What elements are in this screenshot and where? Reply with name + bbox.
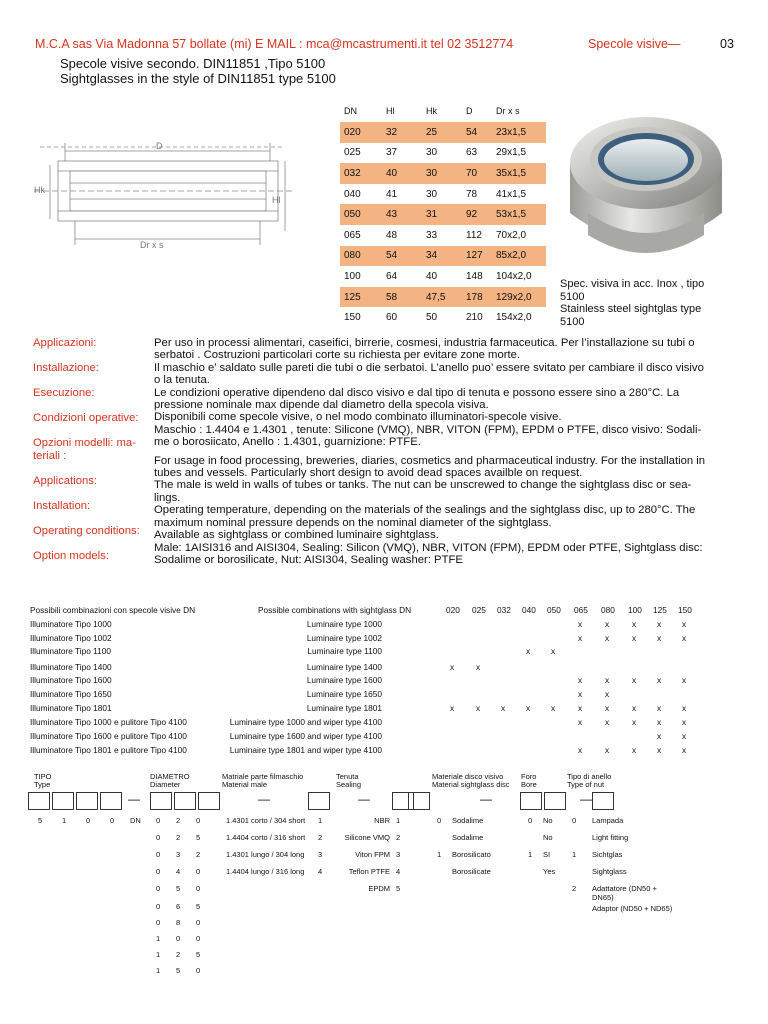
material-code: 4 [318, 867, 323, 876]
combo-mark: x [657, 745, 662, 755]
combo-row-it: Illuminatore Tipo 1000 e pulitore Tipo 4100 [30, 717, 187, 727]
diameter-code-digit: 2 [176, 833, 181, 842]
combo-dn-header: 040 [522, 605, 536, 615]
page-number: 03 [720, 37, 734, 51]
combo-row-en: Luminaire type 1600 and wiper type 4100 [229, 731, 382, 741]
code-box-nut [544, 792, 566, 810]
combo-mark: x [682, 633, 687, 643]
desc-line: Il maschio e’ saldato sulle pareti die tubi o die serbatoi. L’anello puo’ essere svitato per cambiare il disco visivo [154, 361, 704, 374]
sealing-option: Viton FPM [355, 850, 390, 859]
header-anello: Tipo di anello [567, 772, 612, 781]
code-dash: — [258, 792, 270, 806]
combo-mark: x [682, 675, 687, 685]
dim-cell: 33 [426, 229, 438, 241]
diameter-code-digit: 0 [156, 902, 161, 911]
dimension-table [340, 100, 546, 328]
code-box-bore [520, 792, 542, 810]
desc-line: Available as sightglass or combined luminaire sightglass. [154, 529, 439, 542]
combo-mark: x [501, 703, 506, 713]
combo-mark: x [657, 675, 662, 685]
nut-option: Lampada [592, 816, 624, 825]
nut-option: DN65) [592, 893, 614, 902]
bore-code: 0 [528, 816, 533, 825]
combo-mark: x [632, 703, 637, 713]
combo-mark: x [578, 703, 583, 713]
dim-cell: 30 [426, 188, 438, 200]
combo-row-en: Luminaire type 1000 and wiper type 4100 [229, 717, 382, 727]
diameter-code-digit: 5 [196, 950, 201, 959]
dim-cell: 60 [386, 312, 398, 324]
title-english: Sightglasses in the style of DIN11851 type 5100 [60, 71, 336, 86]
nut-option: Sichtglas [592, 850, 623, 859]
tipo-digit: 5 [38, 816, 43, 825]
code-box-diam [174, 792, 196, 810]
header-type: Type [34, 780, 51, 789]
desc-line: lings. [154, 491, 181, 504]
dim-cell: 63 [466, 147, 478, 159]
label-applications: Applications: [33, 475, 98, 487]
combo-row-it: Illuminatore Tipo 1000 [30, 619, 112, 629]
code-box-tipo [28, 792, 50, 810]
dim-cell: 020 [340, 122, 382, 143]
label-condizioni: Condizioni operative: [33, 412, 139, 424]
combo-dn-header: 032 [497, 605, 511, 615]
combo-mark: x [605, 675, 610, 685]
dim-cell: 025 [344, 147, 361, 159]
diameter-code-digit: 5 [176, 884, 181, 893]
disc-code: 0 [437, 816, 442, 825]
combo-dn-header: 065 [574, 605, 588, 615]
sealing-code: 5 [396, 884, 401, 893]
combo-row-it: Illuminatore Tipo 1650 [30, 689, 112, 699]
nut-option: Light fitting [592, 833, 629, 842]
sealing-option: EPDM [368, 884, 390, 893]
combo-dn-header: 150 [678, 605, 692, 615]
combo-mark: x [526, 646, 531, 656]
sealing-code: 3 [396, 850, 401, 859]
dim-cell: 31 [422, 204, 462, 225]
dim-cell: 40 [382, 163, 422, 184]
combo-mark: x [476, 662, 481, 672]
dim-cell: 70 [462, 163, 492, 184]
dim-cell: 065 [344, 229, 361, 241]
header-disc: Materiale disco visivo [432, 772, 504, 781]
diameter-code-digit: 0 [196, 884, 201, 893]
code-box-diam [198, 792, 220, 810]
diameter-code-digit: 0 [156, 918, 161, 927]
code-box-tipo [52, 792, 74, 810]
dim-cell: 032 [340, 163, 382, 184]
dim-row [340, 266, 546, 287]
caption-line: 5100 [560, 315, 585, 328]
code-dash: — [580, 792, 592, 806]
combo-row-it: Illuminatore Tipo 1801 [30, 703, 112, 713]
material-code: 2 [318, 833, 323, 842]
combo-mark: x [551, 646, 556, 656]
diameter-code-digit: 0 [156, 816, 161, 825]
disc-option: Sodalime [452, 833, 484, 842]
combo-row-en: Luminaire type 1600 [306, 675, 382, 685]
dim-cell: 41 [386, 188, 398, 200]
combo-head-it: Possibili combinazioni con specole visive DN [30, 605, 196, 615]
code-box-seal [392, 792, 414, 810]
combo-mark: x [632, 633, 637, 643]
combo-dn-header: 050 [547, 605, 561, 615]
combo-mark: x [605, 689, 610, 699]
diameter-code-digit: 5 [196, 902, 201, 911]
combo-mark: x [578, 689, 583, 699]
dim-cell: 54 [382, 246, 422, 267]
disc-code: 1 [437, 850, 442, 859]
combo-dn-header: 025 [472, 605, 486, 615]
dim-cell: 125 [340, 287, 382, 308]
dim-cell: 58 [382, 287, 422, 308]
label-applicazioni: Applicazioni: [33, 337, 97, 349]
dim-cell: 112 [466, 229, 482, 241]
dim-header-row [340, 100, 546, 122]
combo-row-en: Luminaire type 1801 and wiper type 4100 [229, 745, 382, 755]
dim-cell: 30 [426, 147, 438, 159]
combo-mark: x [605, 633, 610, 643]
diameter-code-digit: 0 [156, 833, 161, 842]
combo-mark: x [450, 703, 455, 713]
combo-mark: x [578, 745, 583, 755]
nut-option: Adaptor (ND50 + ND65) [592, 904, 673, 913]
label-dr: Dr x s [140, 240, 164, 250]
code-box-diam [150, 792, 172, 810]
combo-row-it: Illuminatore Tipo 1801 e pulitore Tipo 4100 [30, 745, 187, 755]
dim-cell: 47,5 [422, 287, 462, 308]
tipo-digit: 0 [86, 816, 91, 825]
nut-code: 1 [572, 850, 577, 859]
label-hl: Hl [272, 195, 281, 205]
disc-option: Borosilicate [452, 867, 491, 876]
dim-row [340, 122, 546, 143]
desc-line: Operating temperature, depending on the materials of the sealings and the sightglass disc, up to 280°C. The [154, 504, 696, 517]
dim-cell: 040 [344, 188, 361, 200]
desc-line: The male is weld in walls of tubes or tanks. The nut can be unscrewed to change the sightglass disc or sea- [154, 479, 692, 492]
company-info: M.C.A sas Via Madonna 57 bollate (mi) E MAIL : mca@mcastrumenti.it tel 02 3512774 [35, 37, 514, 51]
dim-cell: 050 [340, 204, 382, 225]
combo-mark: x [632, 717, 637, 727]
sealing-option: Teflon PTFE [348, 867, 390, 876]
dim-row [340, 225, 546, 246]
diameter-code-digit: 0 [196, 816, 201, 825]
dim-cell: 129x2,0 [492, 287, 546, 308]
combo-mark: x [682, 703, 687, 713]
label-hk: Hk [34, 185, 45, 195]
desc-line: Per uso in processi alimentari, caseifici, birrerie, cosmesi, industria farmaceutica. Per l’installazione su tubi o [154, 337, 695, 349]
diameter-code-digit: 2 [196, 850, 201, 859]
header-tipo: TIPO [34, 772, 52, 781]
header-nut: Type of nut [567, 780, 605, 789]
diameter-code-digit: 2 [176, 816, 181, 825]
combo-mark: x [682, 745, 687, 755]
label-d: D [156, 141, 163, 151]
diameter-code-digit: 1 [156, 934, 161, 943]
diameter-code-digit: 0 [156, 884, 161, 893]
code-box-tipo [76, 792, 98, 810]
desc-line: Le condizioni operative dipendeno dal disco visivo e dal tipo di tenuta e possono essere sino a 280°C. La [154, 386, 680, 399]
label-opzioni-2: teriali : [33, 450, 67, 462]
dim-cell: 29x1,5 [496, 147, 527, 159]
disc-option: Sodalime [452, 816, 484, 825]
dim-row [340, 204, 546, 225]
dim-cell: 154x2,0 [496, 312, 532, 324]
combo-mark: x [578, 633, 583, 643]
dim-header-cell: Dr x s [496, 106, 520, 116]
sealing-code: 1 [396, 816, 401, 825]
dim-cell: 78 [466, 188, 478, 200]
dim-row [340, 307, 546, 328]
material-option: 1.4301 lungo / 304 long [226, 850, 305, 859]
diameter-code-digit: 0 [196, 867, 201, 876]
diameter-code-digit: 1 [156, 950, 161, 959]
label-opzioni-1: Opzioni modelli: ma- [33, 437, 136, 449]
dim-header-cell: Hk [426, 106, 437, 116]
dim-header-cell: D [466, 106, 473, 116]
code-box-nut2 [592, 792, 614, 810]
header-diameter: Diameter [150, 780, 181, 789]
combo-dn-header: 080 [601, 605, 615, 615]
section-label: Specole visive— [588, 37, 681, 51]
combo-mark: x [657, 717, 662, 727]
nut-code: 2 [572, 884, 577, 893]
code-box-disc [408, 792, 430, 810]
caption-line: Stainless steel sightglas type [560, 303, 702, 316]
desc-line: maximum nominal pressure depends on the nominal diameter of the sightglass. [154, 516, 552, 529]
title-italian: Specole visive secondo. DIN11851 ,Tipo 5100 [60, 56, 326, 71]
diameter-code-digit: 0 [196, 966, 201, 975]
combo-mark: x [578, 619, 583, 629]
combo-mark: x [476, 703, 481, 713]
combo-mark: x [551, 703, 556, 713]
dim-row [340, 163, 546, 184]
label-installation: Installation: [33, 500, 91, 512]
dim-cell: 32 [382, 122, 422, 143]
bore-option: No [543, 816, 553, 825]
combo-mark: x [682, 619, 687, 629]
code-dash: — [358, 792, 370, 806]
desc-line: pressione nominale max dipende dal diametro della specola visiva. [154, 399, 489, 412]
dim-cell: 178 [462, 287, 492, 308]
diameter-code-digit: 0 [196, 934, 201, 943]
desc-line: Sodalime or borosilicate, Nut: AISI304, Sealing washer: PTFE [154, 553, 463, 566]
code-box-mat [308, 792, 330, 810]
dn-label: DN [130, 816, 141, 825]
dim-cell: 100 [344, 270, 361, 282]
combo-mark: x [657, 633, 662, 643]
description-block [154, 337, 714, 566]
desc-line: tubes and vessels. Particularly short design to avoid dead spaces availble on request. [154, 467, 583, 480]
dim-cell: 64 [386, 270, 398, 282]
dim-row [340, 287, 546, 308]
sightglass-photo [548, 103, 744, 273]
combo-mark: x [605, 703, 610, 713]
dim-cell: 40 [426, 270, 438, 282]
bore-option: Yes [543, 867, 556, 876]
combo-mark: x [526, 703, 531, 713]
desc-line: serbatoi . Costruzioni particolari corte su richiesta per evitare zone morte. [154, 349, 521, 362]
desc-line: Male: 1AISI316 and AISI304, Sealing: Silicon (VMQ), NBR, VITON (FPM), EPDM oder PTFE, Sightglass disc: [154, 541, 703, 554]
combo-row-en: Luminaire type 1000 [306, 619, 382, 629]
dim-row [340, 143, 546, 164]
combo-row-it: Illuminatore Tipo 1100 [30, 646, 112, 656]
sealing-option: Silicone VMQ [344, 833, 390, 842]
label-operating: Operating conditions: [33, 525, 140, 537]
dim-cell: 85x2,0 [492, 246, 546, 267]
combo-mark: x [657, 703, 662, 713]
combo-row-en: Luminaire type 1801 [306, 703, 382, 713]
combo-row-en: Luminaire type 1100 [307, 646, 382, 656]
dim-cell: 104x2,0 [496, 270, 532, 282]
code-dash: — [128, 792, 140, 806]
combo-row-it: Illuminatore Tipo 1002 [30, 633, 112, 643]
diameter-code-digit: 0 [176, 934, 181, 943]
caption-line: Spec. visiva in acc. Inox , tipo [560, 278, 705, 290]
diameter-code-digit: 0 [156, 850, 161, 859]
dim-cell: 23x1,5 [492, 122, 546, 143]
material-code: 3 [318, 850, 323, 859]
technical-drawing [30, 135, 295, 265]
combo-mark: x [632, 745, 637, 755]
desc-line: Disponibili come specole visive, o nel modo combinato illuminatori-specole visive. [154, 411, 562, 424]
material-code: 1 [318, 816, 323, 825]
diameter-code-digit: 4 [176, 867, 181, 876]
label-options: Option models: [33, 550, 109, 562]
dim-cell: 150 [344, 312, 361, 324]
tipo-digit: 1 [62, 816, 67, 825]
combo-mark: x [682, 731, 687, 741]
desc-line: o la tenuta. [154, 374, 210, 387]
label-esecuzione: Esecuzione: [33, 387, 95, 399]
material-option: 1.4404 lungo / 316 long [226, 867, 305, 876]
header-foro: Foro [521, 772, 537, 781]
desc-line: For usage in food processing, breweries, diaries, cosmetics and pharmaceutical industry. For the installation in [154, 454, 706, 467]
disc-option: Borosilicato [452, 850, 491, 859]
diameter-code-digit: 5 [196, 833, 201, 842]
nut-code: 0 [572, 816, 577, 825]
dim-header-cell: Hl [386, 106, 395, 116]
tipo-digit: 0 [110, 816, 115, 825]
dim-row [340, 184, 546, 205]
header-diametro: DIAMETRO [150, 772, 190, 781]
caption-line: 5100 [560, 290, 585, 303]
combo-dn-header: 125 [653, 605, 667, 615]
combo-row-it: Illuminatore Tipo 1600 e pulitore Tipo 4100 [30, 731, 187, 741]
combo-mark: x [632, 675, 637, 685]
combo-mark: x [605, 619, 610, 629]
combo-dn-header: 100 [628, 605, 642, 615]
diameter-code-digit: 1 [156, 966, 161, 975]
dim-cell: 210 [466, 312, 483, 324]
combo-mark: x [605, 717, 610, 727]
combo-mark: x [450, 662, 455, 672]
combo-mark: x [682, 717, 687, 727]
dim-cell: 25 [422, 122, 462, 143]
combo-mark: x [578, 675, 583, 685]
dim-cell: 080 [340, 246, 382, 267]
diameter-code-digit: 2 [176, 950, 181, 959]
bore-code: 1 [528, 850, 533, 859]
combo-row-en: Luminaire type 1400 [306, 662, 382, 672]
combo-mark: x [578, 717, 583, 727]
dim-cell: 43 [382, 204, 422, 225]
dim-cell: 127 [462, 246, 492, 267]
photo-caption [560, 278, 750, 328]
header-bore: Bore [521, 780, 537, 789]
header-material-male-en: Material male [222, 780, 268, 789]
bore-option: No [543, 833, 553, 842]
combo-row-it: Illuminatore Tipo 1600 [30, 675, 112, 685]
desc-line: me o borosiicato, Anello : 1.4301, guarnizione: PTFE. [154, 436, 421, 449]
dim-cell: 30 [422, 163, 462, 184]
header-tenuta: Tenuta [336, 772, 359, 781]
dim-cell: 53x1,5 [492, 204, 546, 225]
combo-row-en: Luminaire type 1650 [306, 689, 382, 699]
label-installazione: Installazione: [33, 362, 99, 374]
nut-option: Adattatore (DN50 + [592, 884, 657, 893]
combo-mark: x [657, 619, 662, 629]
combo-row-it: Illuminatore Tipo 1400 [30, 662, 112, 672]
diameter-code-digit: 0 [196, 918, 201, 927]
combo-mark: x [605, 745, 610, 755]
combo-mark: x [632, 619, 637, 629]
combo-dn-header: 020 [446, 605, 460, 615]
dim-cell: 34 [422, 246, 462, 267]
dim-cell: 35x1,5 [492, 163, 546, 184]
dim-cell: 54 [462, 122, 492, 143]
combo-mark: x [657, 731, 662, 741]
dim-cell: 48 [386, 229, 398, 241]
dim-row [340, 246, 546, 267]
sealing-code: 2 [396, 833, 401, 842]
diameter-code-digit: 6 [176, 902, 181, 911]
dim-cell: 37 [386, 147, 398, 159]
dim-cell: 70x2,0 [496, 229, 527, 241]
header-sealing: Sealing [336, 780, 362, 789]
dim-cell: 41x1,5 [496, 188, 527, 200]
diameter-code-digit: 0 [156, 867, 161, 876]
dim-header-cell: DN [344, 106, 357, 116]
combo-head-en: Possible combinations with sightglass DN [258, 605, 412, 615]
sealing-option: NBR [374, 816, 390, 825]
dim-cell: 50 [426, 312, 438, 324]
dim-cell: 148 [466, 270, 483, 282]
diameter-code-digit: 3 [176, 850, 181, 859]
header-disc-en: Material sightglass disc [432, 780, 510, 789]
header-material-male: Matriale parte filmaschio [222, 772, 304, 781]
sealing-code: 4 [396, 867, 401, 876]
diameter-code-digit: 5 [176, 966, 181, 975]
material-option: 1.4301 corto / 304 short [226, 816, 306, 825]
material-option: 1.4404 corto / 316 short [226, 833, 306, 842]
diameter-code-digit: 8 [176, 918, 181, 927]
combo-row-en: Luminaire type 1002 [306, 633, 382, 643]
nut-option: Sightglass [592, 867, 627, 876]
bore-option: SI [543, 850, 551, 859]
code-box-tipo [100, 792, 122, 810]
code-dash: — [480, 792, 492, 806]
dim-cell: 92 [462, 204, 492, 225]
desc-line: Maschio : 1.4404 e 1.4301 , tenute: Silicone (VMQ), NBR, VITON (FPM), EPDM o PTFE, disco visivo: Sodali- [154, 423, 702, 436]
